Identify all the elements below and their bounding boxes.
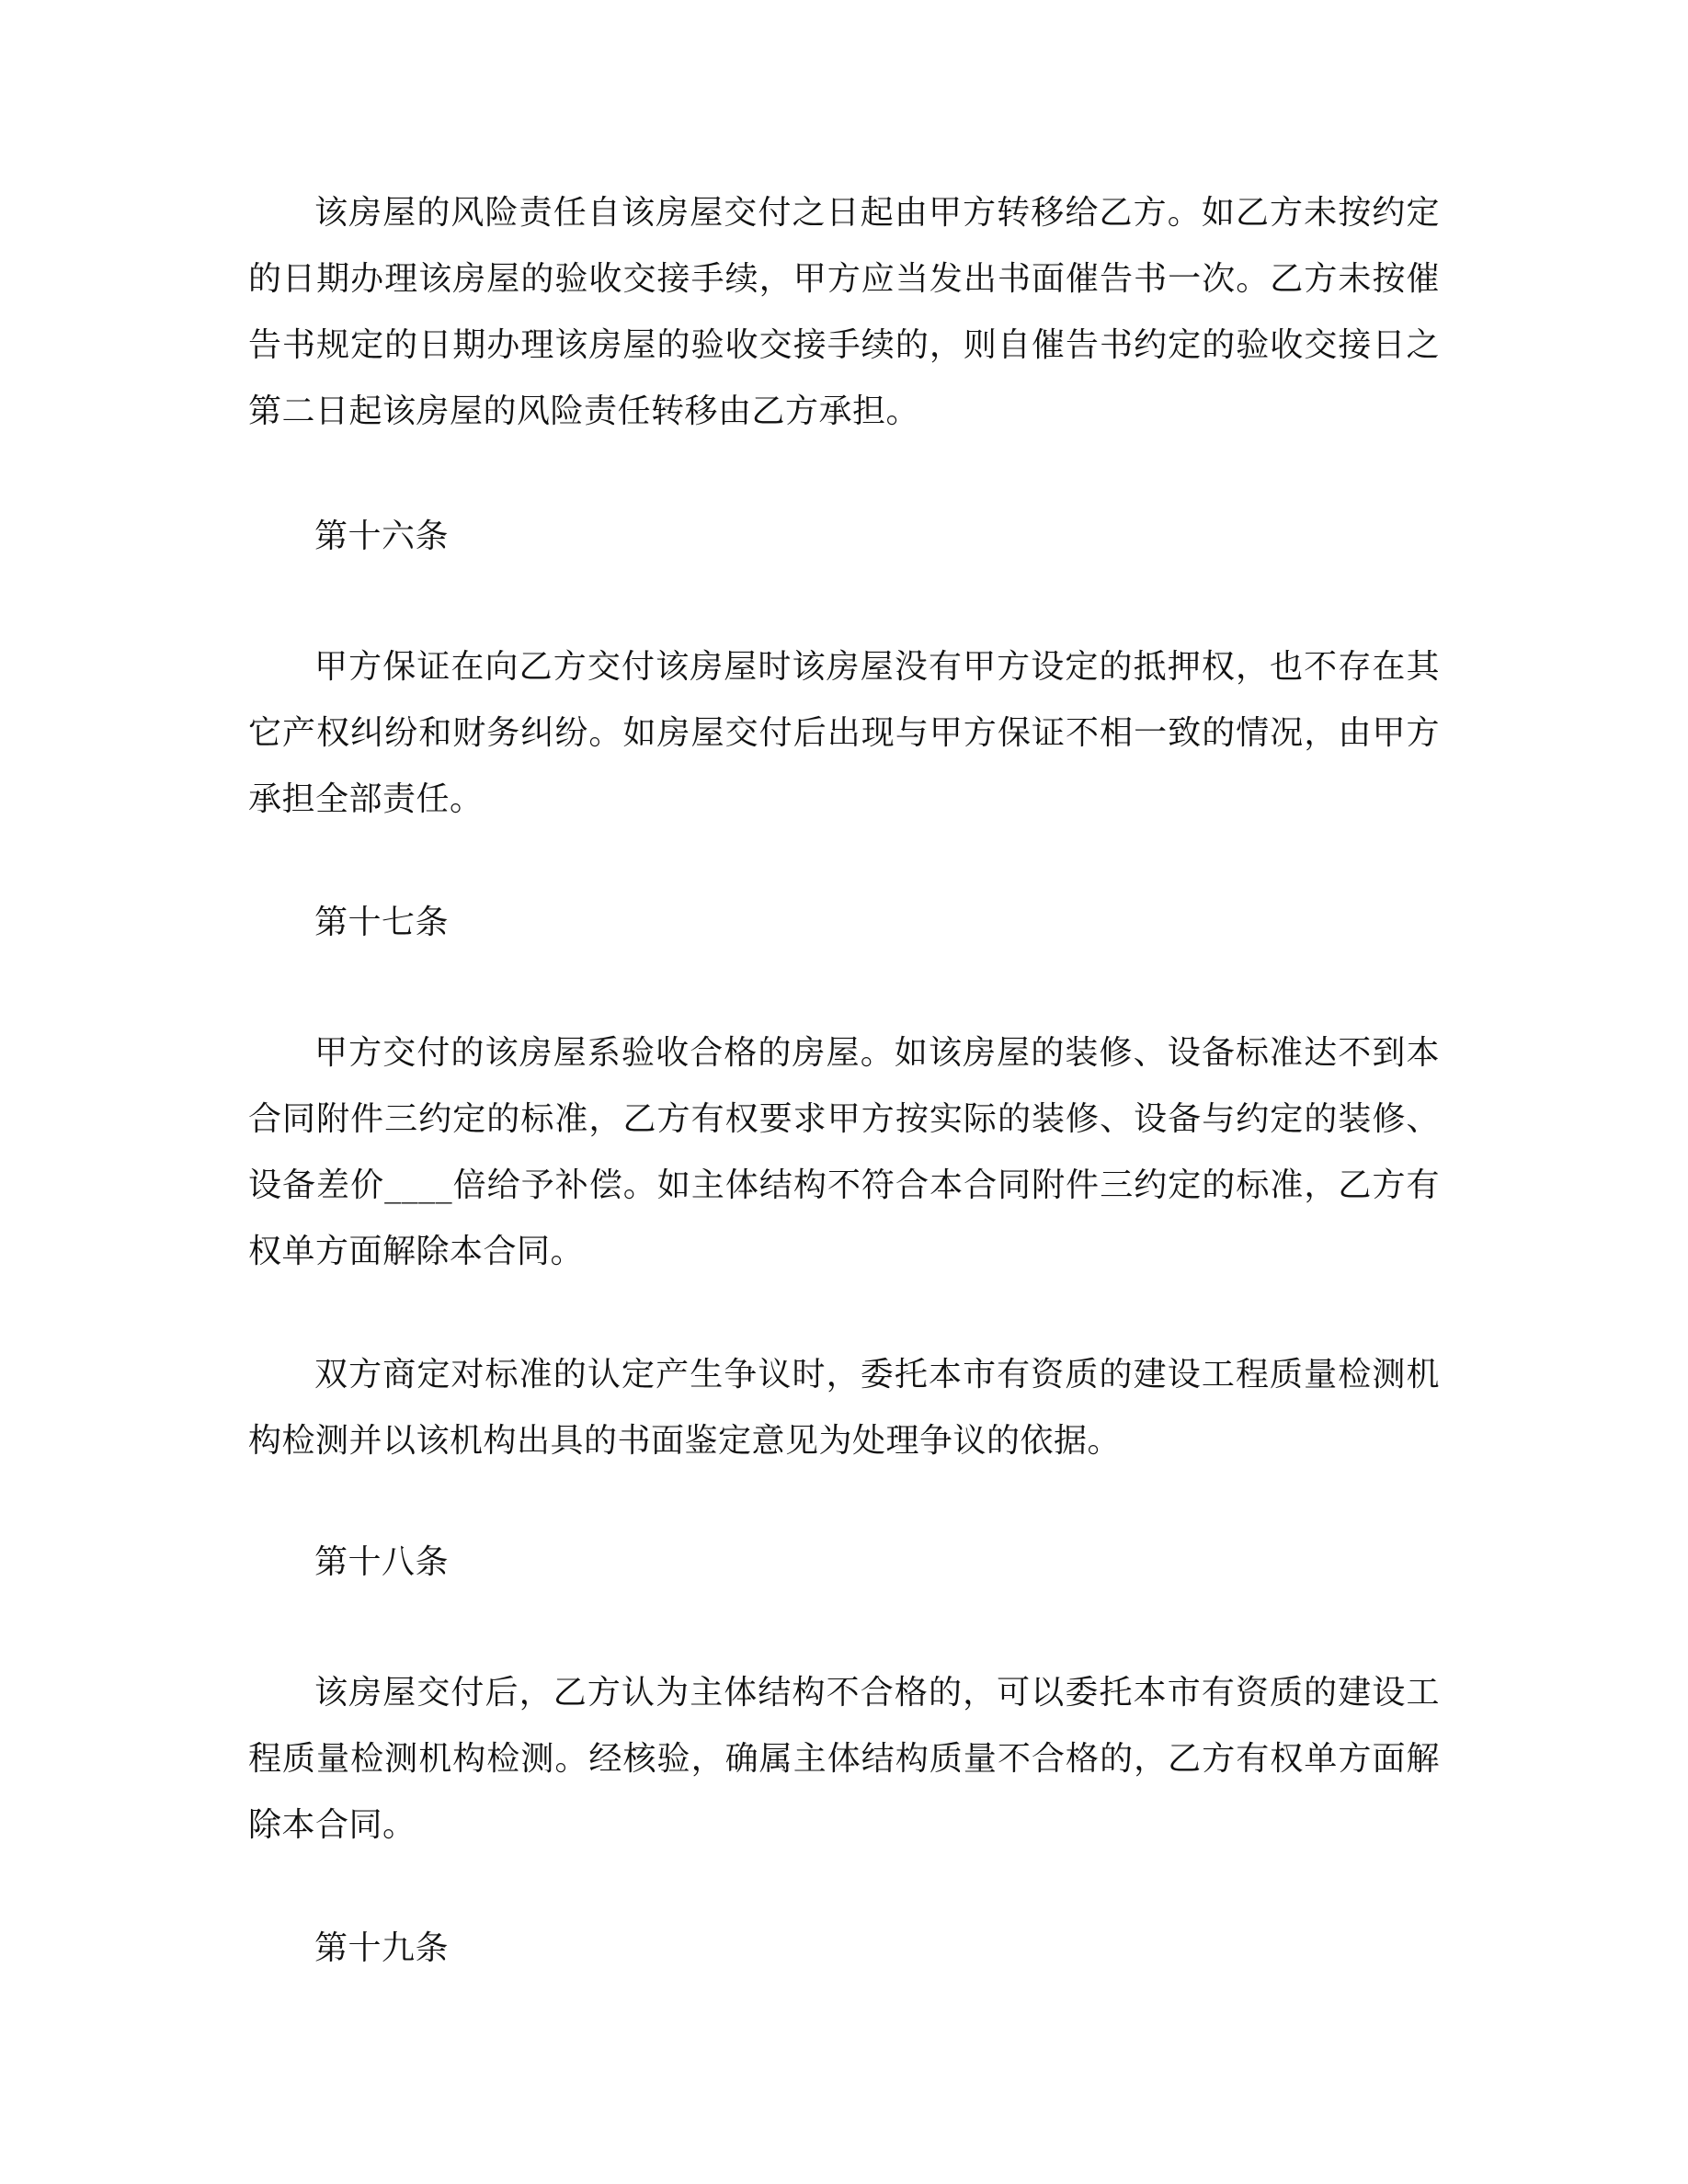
article-heading-19: 第十九条	[314, 1929, 450, 1967]
paragraph-structure-unqualified: 该房屋交付后，乙方认为主体结构不合格的，可以委托本市有资质的建设工程质量检测机构检测。经核验，确属主体结构质量不合格的，乙方有权单方面解除本合同。	[248, 1674, 1440, 1844]
paragraph-acceptance-standard: 甲方交付的该房屋系验收合格的房屋。如该房屋的装修、设备标准达不到本合同附件三约定的标准，乙方有权要求甲方按实际的装修、设备与约定的装修、设备差价____倍给予补偿。如主体结构不符合本合同附件三约定的标准，乙方有权单方面解除本合同。	[248, 1034, 1440, 1270]
paragraph-dispute-inspection: 双方商定对标准的认定产生争议时，委托本市有资质的建设工程质量检测机构检测并以该机构出具的书面鉴定意见为处理争议的依据。	[248, 1356, 1440, 1460]
article-heading-16: 第十六条	[314, 518, 450, 555]
paragraph-mortgage-guarantee: 甲方保证在向乙方交付该房屋时该房屋没有甲方设定的抵押权，也不存在其它产权纠纷和财务纠纷。如房屋交付后出现与甲方保证不相一致的情况，由甲方承担全部责任。	[248, 648, 1440, 818]
article-heading-17: 第十七条	[314, 904, 450, 941]
article-heading-18: 第十八条	[314, 1543, 450, 1581]
paragraph-risk-transfer: 该房屋的风险责任自该房屋交付之日起由甲方转移给乙方。如乙方未按约定的日期办理该房屋的验收交接手续，甲方应当发出书面催告书一次。乙方未按催告书规定的日期办理该房屋的验收交接手续的，则自催告书约定的验收交接日之第二日起该房屋的风险责任转移由乙方承担。	[248, 194, 1440, 430]
